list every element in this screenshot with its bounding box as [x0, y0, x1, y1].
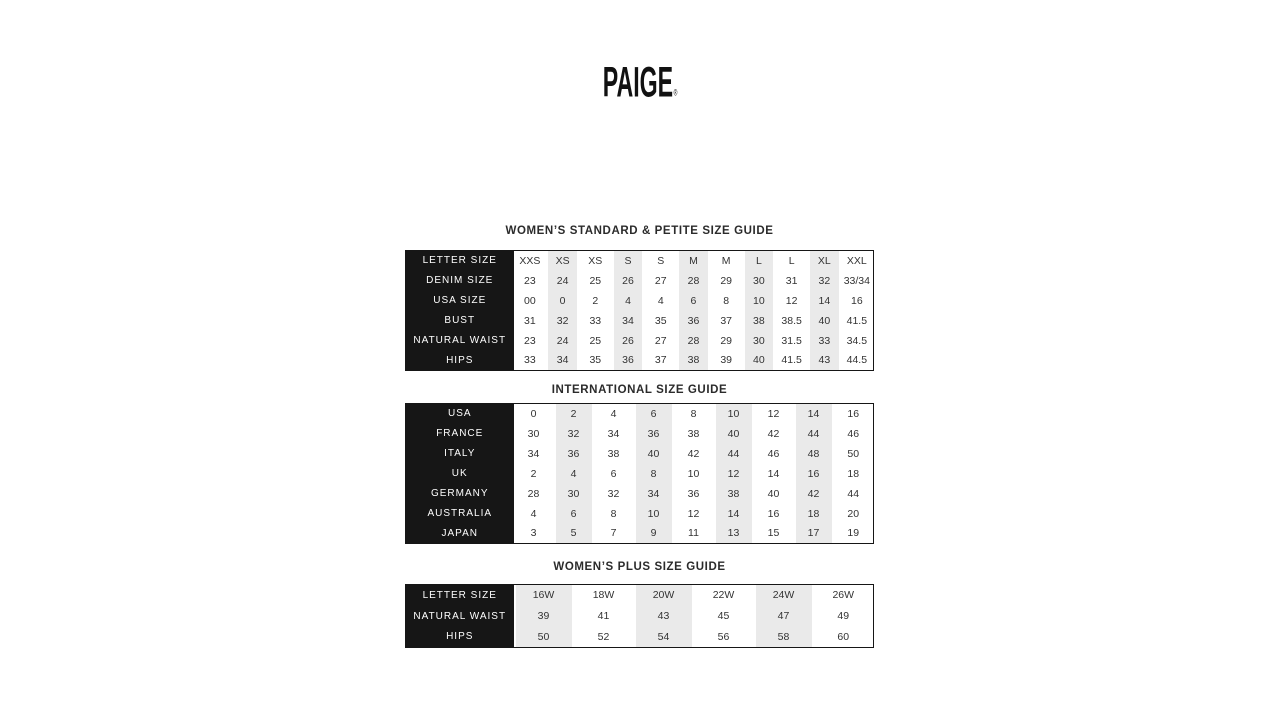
- size-cell: 42: [794, 484, 834, 504]
- size-cell: 43: [808, 351, 841, 371]
- size-cell: 36: [677, 311, 710, 331]
- brand-wordmark: PAIGE: [602, 58, 674, 106]
- standard-petite-size-section: [405, 224, 874, 371]
- table-row: [406, 424, 874, 444]
- size-cell: 0: [530, 407, 537, 420]
- row-label: HIPS: [406, 351, 514, 371]
- size-cell: 18W: [592, 589, 615, 602]
- size-cell: XS: [546, 251, 579, 271]
- size-cell: 14: [794, 404, 834, 424]
- size-cell: 14: [808, 291, 841, 311]
- size-cell: 40: [808, 311, 841, 331]
- row-label: USA: [406, 404, 514, 424]
- size-cell: 2: [554, 404, 594, 424]
- table-row: [406, 404, 874, 424]
- table-row: [406, 524, 874, 544]
- size-cell: 2: [530, 467, 537, 480]
- size-cell: 38: [677, 351, 710, 371]
- row-label: GERMANY: [406, 484, 514, 504]
- size-cell: 8: [610, 507, 617, 520]
- international-size-title: INTERNATIONAL SIZE GUIDE: [551, 384, 728, 396]
- size-cell: 39: [720, 354, 733, 367]
- table-row: [406, 484, 874, 504]
- size-cell: M: [721, 254, 731, 267]
- size-cell: M: [677, 251, 710, 271]
- table-row: [406, 351, 874, 371]
- size-cell: 32: [808, 271, 841, 291]
- size-cell: 44: [714, 444, 754, 464]
- size-cell: 33: [808, 331, 841, 351]
- size-cell: 28: [677, 331, 710, 351]
- table-row: [406, 444, 874, 464]
- size-cell: 27: [654, 274, 667, 287]
- table-row: [406, 331, 874, 351]
- table-row: [406, 585, 874, 606]
- row-label: LETTER SIZE: [406, 251, 514, 271]
- size-cell: 8: [723, 294, 730, 307]
- table-row: [406, 251, 874, 271]
- size-cell: 36: [634, 424, 674, 444]
- size-cell: S: [657, 254, 665, 267]
- size-cell: 40: [743, 351, 776, 371]
- size-cell: 38: [714, 484, 754, 504]
- registered-trademark-symbol: ®: [673, 87, 678, 98]
- size-cell: 27: [654, 334, 667, 347]
- table-row: [406, 504, 874, 524]
- plus-size-table: [405, 584, 874, 648]
- size-cell: 33: [524, 354, 536, 367]
- size-cell: 32: [554, 424, 594, 444]
- size-cell: 8: [690, 407, 697, 420]
- plus-size-section: [405, 560, 874, 648]
- size-cell: XXL: [846, 254, 867, 267]
- size-cell: 8: [634, 464, 674, 484]
- size-cell: 0: [546, 291, 579, 311]
- size-cell: 42: [767, 427, 780, 440]
- size-cell: 31.5: [781, 334, 802, 347]
- size-cell: 3: [530, 527, 537, 540]
- size-cell: 15: [767, 527, 780, 540]
- size-cell: 4: [657, 294, 664, 307]
- size-cell: 30: [527, 427, 540, 440]
- row-label: LETTER SIZE: [406, 585, 514, 606]
- size-cell: 16W: [514, 585, 574, 606]
- size-cell: 26W: [832, 589, 855, 602]
- row-label: JAPAN: [406, 524, 514, 544]
- size-cell: 5: [554, 524, 594, 544]
- size-cell: 30: [554, 484, 594, 504]
- table-row: [406, 311, 874, 331]
- size-cell: 50: [847, 447, 860, 460]
- size-cell: 4: [612, 291, 645, 311]
- size-cell: 23: [524, 274, 536, 287]
- size-cell: 34: [527, 447, 540, 460]
- size-cell: 6: [634, 404, 674, 424]
- size-cell: 25: [589, 334, 602, 347]
- size-cell: 41.5: [846, 314, 868, 327]
- size-cell: 6: [677, 291, 710, 311]
- size-cell: 12: [687, 507, 700, 520]
- size-cell: 50: [514, 627, 574, 648]
- size-cell: 6: [610, 467, 617, 480]
- size-cell: 45: [717, 610, 730, 622]
- row-label: FRANCE: [406, 424, 514, 444]
- size-cell: 16: [794, 464, 834, 484]
- size-cell: 38.5: [781, 314, 802, 327]
- size-cell: 00: [524, 294, 536, 307]
- size-cell: 36: [612, 351, 645, 371]
- size-cell: 36: [687, 487, 700, 500]
- size-cell: 32: [607, 487, 620, 500]
- row-label: NATURAL WAIST: [406, 606, 514, 627]
- size-cell: 14: [714, 504, 754, 524]
- table-row: [406, 464, 874, 484]
- size-cell: XL: [808, 251, 841, 271]
- brand-logo-text: [602, 58, 678, 106]
- size-cell: 44: [847, 487, 860, 500]
- size-cell: 23: [524, 334, 536, 347]
- size-cell: 60: [837, 630, 850, 643]
- size-cell: 12: [785, 294, 798, 307]
- size-cell: 10: [714, 404, 754, 424]
- size-cell: 46: [767, 447, 780, 460]
- size-cell: 4: [530, 507, 537, 520]
- row-label: USA SIZE: [406, 291, 514, 311]
- size-cell: 28: [677, 271, 710, 291]
- size-cell: 40: [634, 444, 674, 464]
- table-row: [406, 627, 874, 648]
- size-cell: 7: [610, 527, 617, 540]
- size-cell: S: [612, 251, 645, 271]
- size-cell: 33: [589, 314, 602, 327]
- size-cell: 28: [527, 487, 540, 500]
- size-cell: 10: [687, 467, 700, 480]
- size-cell: 20: [847, 507, 860, 520]
- size-cell: 46: [847, 427, 860, 440]
- size-cell: 37: [720, 314, 733, 327]
- size-cell: 35: [654, 314, 667, 327]
- size-cell: 18: [794, 504, 834, 524]
- size-cell: 34: [546, 351, 579, 371]
- size-cell: 26: [612, 331, 645, 351]
- size-cell: 25: [589, 274, 602, 287]
- size-cell: 40: [767, 487, 780, 500]
- size-cell: 16: [847, 407, 860, 420]
- size-cell: XXS: [519, 254, 541, 267]
- size-cell: 44: [794, 424, 834, 444]
- size-cell: 44.5: [846, 354, 868, 367]
- standard-petite-size-title: WOMEN’S STANDARD & PETITE SIZE GUIDE: [505, 225, 774, 237]
- size-cell: 24W: [754, 585, 814, 606]
- table-row: [406, 271, 874, 291]
- size-cell: 29: [720, 274, 733, 287]
- row-label: AUSTRALIA: [406, 504, 514, 524]
- size-cell: L: [788, 254, 795, 267]
- size-cell: 19: [847, 527, 860, 540]
- size-cell: 24: [546, 331, 579, 351]
- standard-petite-size-table: [405, 250, 874, 371]
- size-cell: 58: [754, 627, 814, 648]
- size-cell: 34: [634, 484, 674, 504]
- size-cell: 56: [717, 630, 730, 643]
- size-cell: 16: [851, 294, 863, 307]
- size-cell: 52: [597, 630, 610, 643]
- size-cell: 6: [554, 504, 594, 524]
- size-cell: XS: [588, 254, 603, 267]
- size-cell: 36: [554, 444, 594, 464]
- row-label: ITALY: [406, 444, 514, 464]
- size-cell: 10: [634, 504, 674, 524]
- size-cell: 30: [743, 331, 776, 351]
- size-cell: 42: [687, 447, 700, 460]
- size-cell: 17: [794, 524, 834, 544]
- size-cell: 38: [743, 311, 776, 331]
- size-cell: 4: [554, 464, 594, 484]
- size-cell: 37: [654, 354, 667, 367]
- size-cell: 26: [612, 271, 645, 291]
- size-cell: 43: [634, 606, 694, 627]
- size-cell: 49: [837, 610, 850, 622]
- size-cell: 4: [610, 407, 617, 420]
- size-cell: 39: [514, 606, 574, 627]
- size-cell: 11: [688, 527, 699, 540]
- size-cell: 54: [634, 627, 694, 648]
- size-cell: 2: [592, 294, 599, 307]
- row-label: UK: [406, 464, 514, 484]
- size-cell: 34: [607, 427, 620, 440]
- size-cell: 14: [767, 467, 780, 480]
- size-cell: 18: [847, 467, 860, 480]
- size-cell: 40: [714, 424, 754, 444]
- size-cell: 47: [754, 606, 814, 627]
- size-cell: 31: [524, 314, 536, 327]
- plus-size-title: WOMEN’S PLUS SIZE GUIDE: [553, 561, 726, 573]
- row-label: NATURAL WAIST: [406, 331, 514, 351]
- size-cell: 34.5: [846, 334, 868, 347]
- row-label: DENIM SIZE: [406, 271, 514, 291]
- size-cell: 9: [634, 524, 674, 544]
- brand-logo: [0, 58, 1280, 106]
- size-cell: 30: [743, 271, 776, 291]
- size-cell: 38: [607, 447, 620, 460]
- international-size-table: [405, 403, 874, 544]
- size-cell: 13: [714, 524, 754, 544]
- size-cell: 41.5: [781, 354, 802, 367]
- size-cell: 10: [743, 291, 776, 311]
- size-cell: 38: [687, 427, 700, 440]
- international-size-section: [405, 383, 874, 544]
- row-label: BUST: [406, 311, 514, 331]
- size-cell: 35: [589, 354, 602, 367]
- size-cell: 48: [794, 444, 834, 464]
- size-cell: 31: [785, 274, 798, 287]
- size-cell: 32: [546, 311, 579, 331]
- size-cell: 12: [714, 464, 754, 484]
- size-cell: 29: [720, 334, 733, 347]
- size-cell: 20W: [634, 585, 694, 606]
- size-cell: 12: [767, 407, 780, 420]
- row-label: HIPS: [406, 627, 514, 648]
- size-cell: 22W: [712, 589, 735, 602]
- size-cell: 41: [597, 610, 610, 622]
- table-row: [406, 606, 874, 627]
- table-row: [406, 291, 874, 311]
- size-cell: L: [743, 251, 776, 271]
- size-cell: 34: [612, 311, 645, 331]
- size-cell: 24: [546, 271, 579, 291]
- size-cell: 33/34: [843, 274, 870, 287]
- size-cell: 16: [767, 507, 780, 520]
